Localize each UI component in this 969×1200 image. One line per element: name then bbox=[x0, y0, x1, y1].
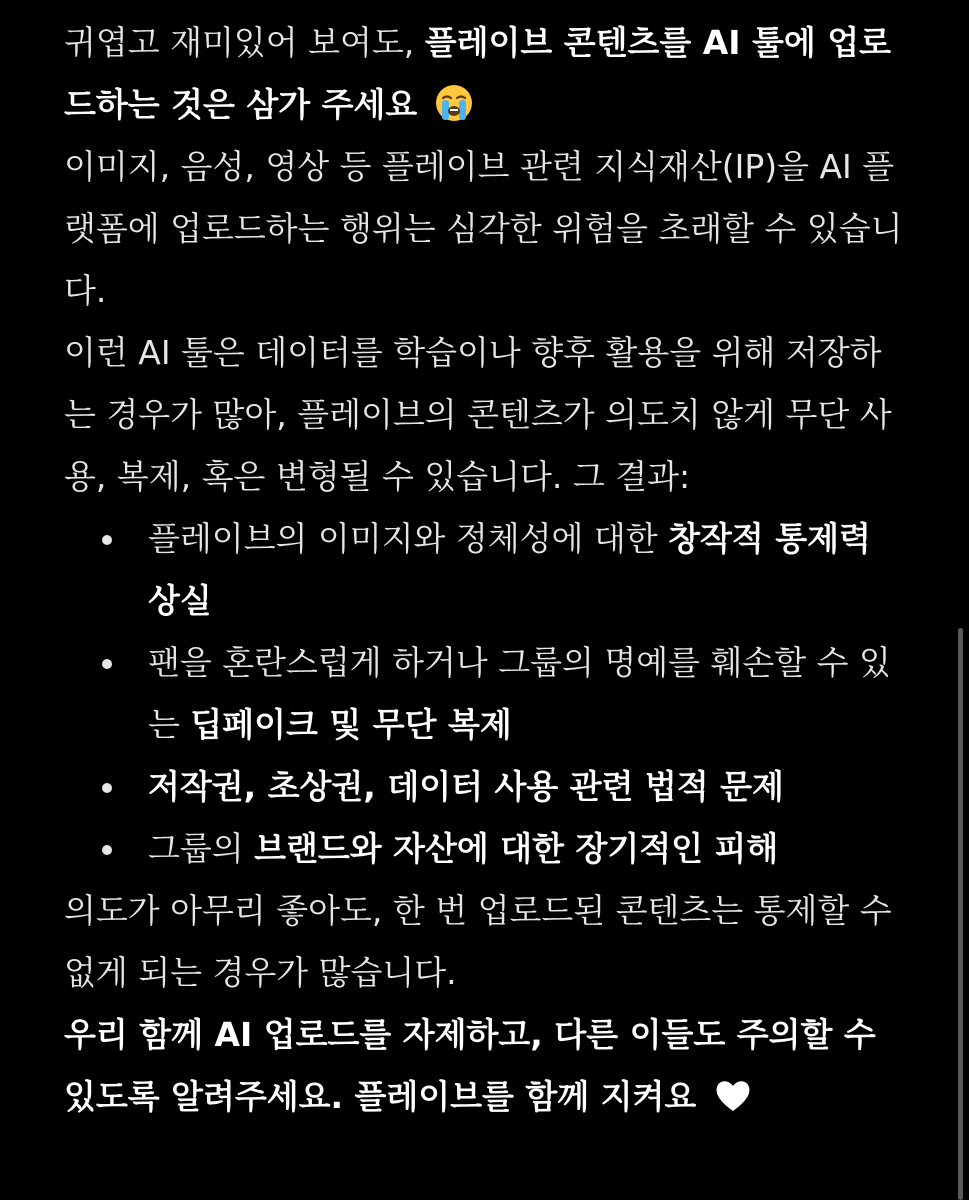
intro-bold-text: 플레이브 콘텐츠를 AI 툴에 업로드하는 것은 삼가 주세요 bbox=[64, 23, 892, 124]
closing-bold-text: 우리 함께 AI 업로드를 자제하고, 다른 이들도 주의할 수 있도록 알려주세요. 플레이브를 함께 지켜요 bbox=[64, 1015, 876, 1116]
list-item-text: 그룹의 bbox=[148, 829, 255, 868]
paragraph-3: 의도가 아무리 좋아도, 한 번 업로드된 콘텐츠는 통제할 수 없게 되는 경우가 많습니다. bbox=[64, 891, 892, 992]
list-item bbox=[148, 818, 910, 880]
closing-paragraph bbox=[64, 1004, 910, 1128]
scrollbar[interactable] bbox=[958, 628, 963, 1200]
list-item bbox=[148, 756, 910, 818]
paragraph-2: 이런 AI 툴은 데이터를 학습이나 향후 활용을 위해 저장하는 경우가 많아, 플레이브의 콘텐츠가 의도치 않게 무단 사용, 복제, 혹은 변형될 수 있습니다. 그 결과: bbox=[64, 333, 892, 496]
list-item bbox=[148, 508, 910, 632]
list-item-text: 팬을 혼란스럽게 하거나 그룹의 명예를 훼손할 수 있는 bbox=[148, 643, 891, 744]
post-body bbox=[64, 12, 910, 1128]
intro-text: 귀엽고 재미있어 보여도, bbox=[64, 23, 425, 62]
paragraph-1: 이미지, 음성, 영상 등 플레이브 관련 지식재산(IP)을 AI 플랫폼에 업로드하는 행위는 심각한 위험을 초래할 수 있습니다. bbox=[64, 147, 903, 310]
loudly-crying-face-icon bbox=[434, 83, 474, 123]
intro-paragraph bbox=[64, 12, 910, 136]
list-item-text: 플레이브의 이미지와 정체성에 대한 bbox=[148, 519, 669, 558]
white-heart-icon bbox=[713, 1075, 753, 1115]
list-item-bold: 브랜드와 자산에 대한 장기적인 피해 bbox=[254, 829, 779, 868]
consequence-list bbox=[64, 508, 910, 880]
list-item-bold: 저작권, 초상권, 데이터 사용 관련 법적 문제 bbox=[148, 767, 784, 806]
list-item-bold: 창작적 통제력 상실 bbox=[148, 519, 871, 620]
list-item bbox=[148, 632, 910, 756]
list-item-bold: 딥페이크 및 무단 복제 bbox=[190, 705, 512, 744]
